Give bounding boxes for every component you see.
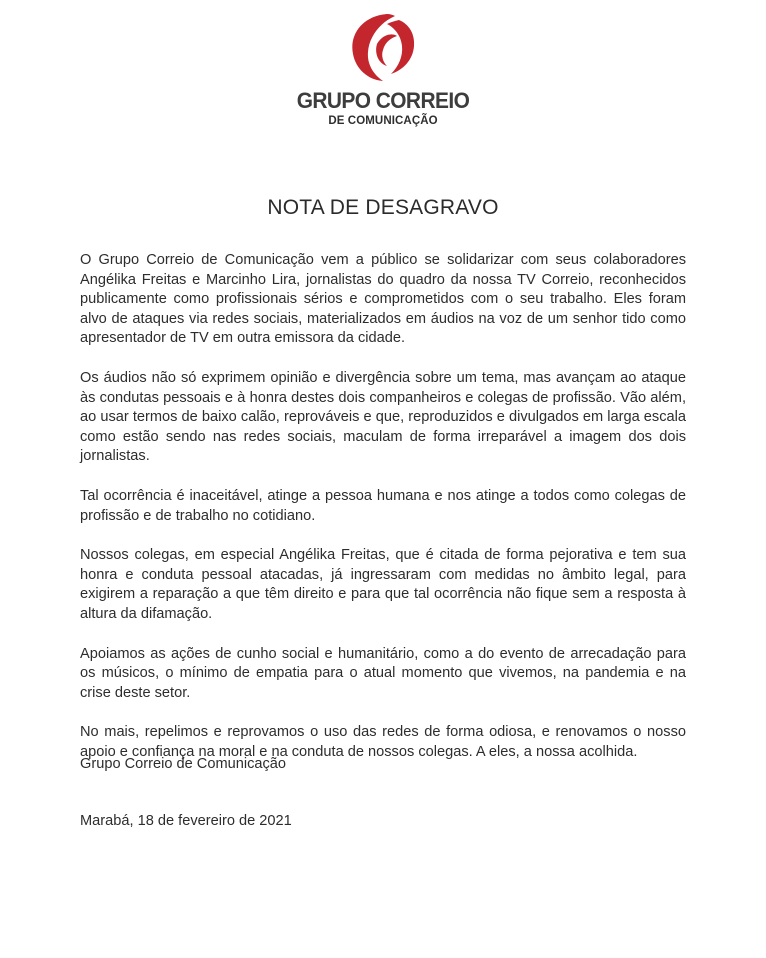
brand-subtitle: DE COMUNICAÇÃO — [328, 115, 438, 127]
paragraph: Apoiamos as ações de cunho social e humanitário, como a do evento de arrecadação para os músicos, o mínimo de empatia para o atual momento que vivemos, na pandemia e na crise deste setor. — [80, 645, 686, 701]
paragraph: Nossos colegas, em especial Angélika Freitas, que é citada de forma pejorativa e tem sua honra e conduta pessoal atacadas, já ingressaram com medidas no âmbito legal, para exigirem a reparação a que têm direito e para que tal ocorrência não fique sem a resposta à altura da difamação. — [80, 547, 686, 622]
paragraph: Os áudios não só exprimem opinião e divergência sobre um tema, mas avançam ao ataque às condutas pessoais e à honra destes dois companheiros e colegas de profissão. Vão além, ao usar termos de baixo calão, reprováveis e que, reproduzidos e divulgados em larga escala como estão sendo nas redes sociais, maculam de forma irreparável a imagem dos dois jornalistas. — [80, 369, 686, 465]
company-logo — [0, 10, 766, 127]
paragraph: Tal ocorrência é inaceitável, atinge a pessoa humana e nos atinge a todos como colegas de profissão e de trabalho no cotidiano. — [80, 487, 686, 524]
grupo-correio-logo-icon — [347, 10, 419, 84]
dateline: Marabá, 18 de fevereiro de 2021 — [80, 813, 292, 829]
signature: Grupo Correio de Comunicação — [80, 756, 287, 772]
paragraph: O Grupo Correio de Comunicação vem a público se solidarizar com seus colaboradores Angélika Freitas e Marcinho Lira, jornalistas do quadro da nossa TV Correio, reconhecidos publicamente como profissionais sérios e comprometidos com o seu trabalho. Eles foram alvo de ataques via redes sociais, materializados em áudios na voz de um senhor tido como apresentador de TV em outra emissora da cidade. — [80, 252, 686, 347]
brand-name: GRUPO CORREIO — [296, 88, 470, 113]
paragraph: No mais, repelimos e reprovamos o uso das redes de forma odiosa, e renovamos o nosso apoio e confiança na moral e na conduta de nossos colegas. A eles, a nossa acolhida. — [80, 724, 686, 760]
document-body — [80, 251, 686, 782]
document-title: NOTA DE DESAGRAVO — [267, 196, 499, 219]
